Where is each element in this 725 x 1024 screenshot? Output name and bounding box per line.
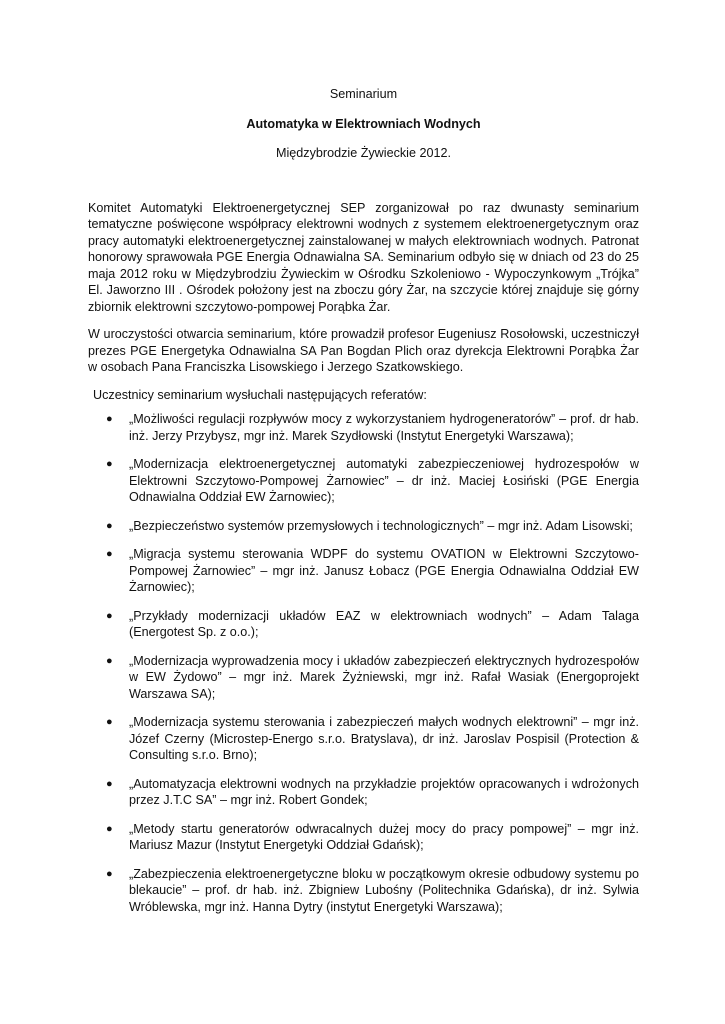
bullet-icon: ●	[106, 458, 113, 470]
reference-text: „Przykłady modernizacji układów EAZ w elektrowniach wodnych” – Adam Talaga (Energotest Sp. z o.o.);	[129, 608, 639, 639]
list-item	[88, 866, 639, 916]
reference-text: „Modernizacja wyprowadzenia mocy i układów zabezpieczeń elektrycznych hydrozespołów w EW Żydowo” – mgr inż. Marek Żyżniewski, mgr inż. Rafał Wasiak (Energoprojekt Warszawa SA);	[129, 653, 639, 701]
reference-text: „Możliwości regulacji rozpływów mocy z wykorzystaniem hydrogeneratorów” – prof. dr hab. inż. Jerzy Przybysz, mgr inż. Marek Szydłowski (Instytut Energetyki Warszawa);	[129, 412, 639, 443]
list-item	[88, 456, 639, 506]
reference-text: „Modernizacja systemu sterowania i zabezpieczeń małych wodnych elektrowni” – mgr inż. Józef Czerny (Microstep-Energo s.r.o. Bratyslava), dr inż. Jaroslav Pospisil (Protection & Consulting s.r.o. Brno);	[129, 715, 639, 762]
references-list	[88, 411, 639, 915]
list-item	[88, 776, 639, 809]
bullet-icon: ●	[106, 519, 113, 532]
bullet-icon: ●	[106, 867, 113, 880]
opening-paragraph: W uroczystości otwarcia seminarium, które prowadził profesor Eugeniusz Rosołowski, uczestniczył prezes PGE Energetyka Odnawialna SA Pan Bogdan Plich oraz dyrekcja Elektrowni Porąbka Żar w osobach Pana Franciszka Lisowskiego i Jerzego Szatkowskiego.	[88, 327, 639, 374]
list-item	[88, 411, 639, 444]
list-item	[88, 821, 639, 854]
intro-paragraph: Komitet Automatyki Elektroenergetycznej SEP zorganizował po raz dwunasty seminarium tematyczne poświęcone współpracy elektrowni wodnych z systemem elektroenergetycznym oraz pracy automatyki elektroenergetycznej zainstalowanej w małych elektrowniach wodnych. Patronat honorowy sprawowała PGE Energia Odnawialna SA. Seminarium odbyło się w dniach od 23 do 25 maja 2012 roku w Międzybrodziu Żywieckim w Ośrodku Szkoleniowo - Wypoczynkowym „Trójka” El. Jaworzno III . Ośrodek położony jest na zboczu góry Żar, na szczycie której znajduje się górny zbiornik elektrowni szczytowo-pompowej Porąbka Żar.	[88, 200, 639, 314]
bullet-icon: ●	[106, 654, 113, 667]
list-item	[88, 518, 639, 535]
bullet-icon: ●	[106, 777, 113, 790]
seminar-title: Automatyka w Elektrowniach Wodnych	[246, 116, 481, 131]
list-item	[88, 546, 639, 596]
list-item	[88, 714, 639, 764]
reference-text: „Migracja systemu sterowania WDPF do systemu OVATION w Elektrowni Szczytowo-Pompowej Żarnowiec” – mgr inż. Janusz Łobacz (PGE Energia Odnawialna Oddział EW Żarnowiec);	[129, 547, 639, 594]
reference-text: „Modernizacja elektroenergetycznej automatyki zabezpieczeniowej hydrozespołów w Elektrowni Szczytowo-Pompowej Żarnowiec” – dr inż. Maciej Łosiński (PGE Energia Odnawialna Oddział EW Żarnowiec);	[129, 457, 639, 504]
document-page	[88, 86, 639, 927]
bullet-icon: ●	[106, 548, 113, 560]
reference-text: „Metody startu generatorów odwracalnych dużej mocy do pracy pompowej” – mgr inż. Mariusz Mazur (Instytut Energetyki Oddział Gdańsk);	[129, 821, 639, 852]
document-label: Seminarium	[329, 87, 398, 101]
bullet-icon: ●	[106, 716, 113, 728]
bullet-icon: ●	[106, 413, 113, 425]
bullet-icon: ●	[106, 822, 113, 835]
reference-text: „Automatyzacja elektrowni wodnych na przykładzie projektów opracowanych i wdrożonych przez J.T.C SA” – mgr inż. Robert Gondek;	[129, 776, 639, 807]
references-intro: Uczestnicy seminarium wysłuchali następujących referatów:	[93, 387, 427, 402]
seminar-place-year: Międzybrodzie Żywieckie 2012.	[276, 146, 451, 160]
reference-text: „Zabezpieczenia elektroenergetyczne bloku w początkowym okresie odbudowy systemu po blekaucie” – prof. dr hab. inż. Zbigniew Lubośny (Politechnika Gdańska), dr inż. Sylwia Wróblewska, mgr inż. Hanna Dytry (instytut Energetyki Warszawa);	[129, 866, 639, 914]
list-item	[88, 608, 639, 641]
bullet-icon: ●	[106, 609, 113, 622]
reference-text: „Bezpieczeństwo systemów przemysłowych i technologicznych” – mgr inż. Adam Lisowski;	[129, 518, 633, 533]
list-item	[88, 653, 639, 703]
